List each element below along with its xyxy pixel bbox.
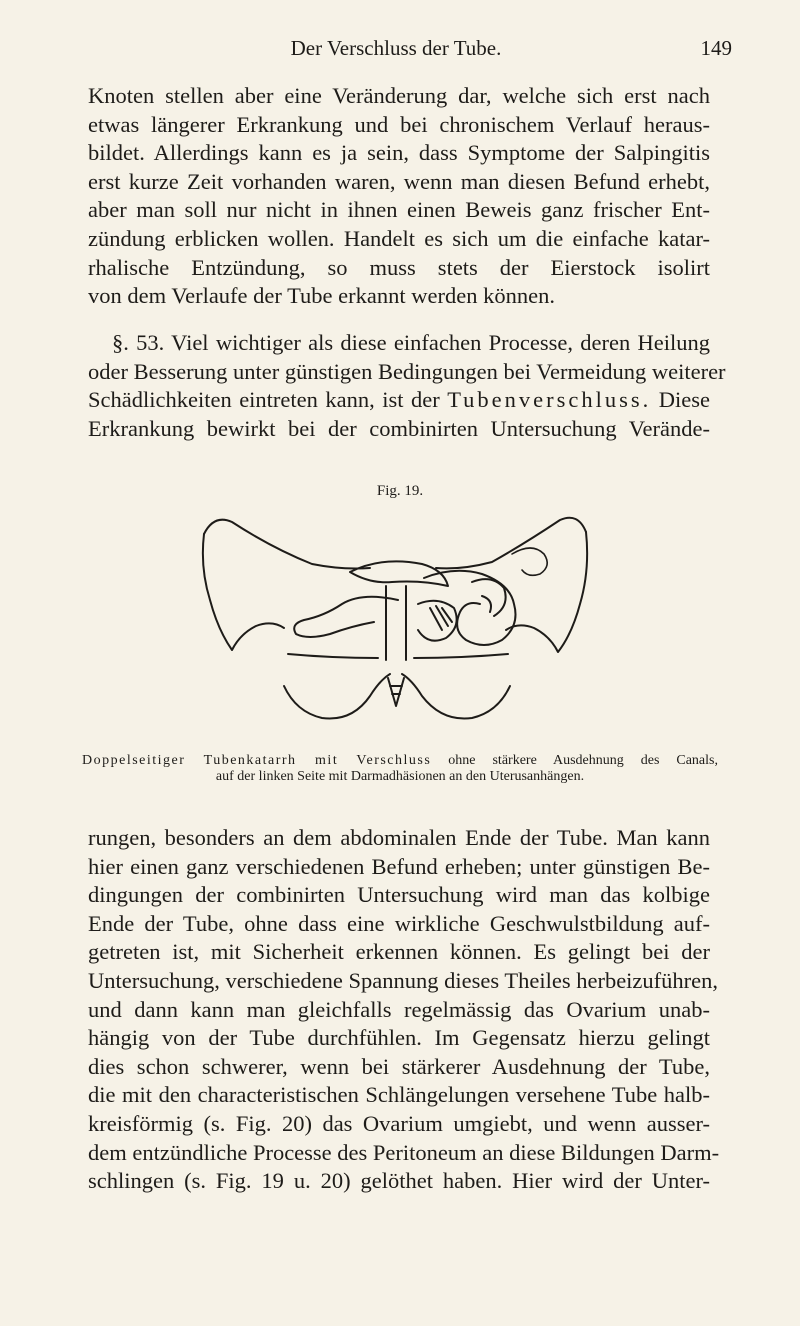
text-line-with-emphasis	[88, 386, 710, 415]
text-line: kreisförmig (s. Fig. 20) das Ovarium umgiebt, und wenn ausser-	[88, 1110, 710, 1136]
text-line: von dem Verlaufe der Tube erkannt werden können.	[88, 283, 555, 309]
ovary-right-coil	[472, 579, 506, 616]
text-line: dem entzündliche Processe des Peritoneum an diese Bildungen Darm-	[88, 1139, 720, 1165]
lower-pelvis-left	[284, 674, 390, 719]
text-line: und dann kann man gleichfalls regelmässig das Ovarium unab-	[88, 996, 710, 1022]
anatomical-illustration	[192, 508, 598, 738]
text-line: schlingen (s. Fig. 19 u. 20) gelöthet haben. Hier wird der Unter-	[88, 1168, 710, 1194]
text-line: Ende der Tube, ohne dass eine wirkliche Geschwulstbildung auf-	[88, 910, 710, 936]
text-line: die mit den characteristischen Schlängelungen versehene Tube halb-	[88, 1082, 710, 1108]
text-line: erst kurze Zeit vorhanden waren, wenn man diesen Befund erhebt,	[88, 168, 710, 194]
section-heading-line: §. 53. Viel wichtiger als diese einfachen Processe, deren Heilung	[112, 330, 710, 355]
pelvis-outline-left	[204, 520, 370, 569]
text-line: etwas längerer Erkrankung und bei chronischem Verlauf heraus-	[88, 111, 710, 137]
text-line: dingungen der combinirten Untersuchung wird man das kolbige	[88, 882, 710, 908]
text-fragment: Diese	[658, 387, 711, 413]
text-line: hier einen ganz verschiedenen Befund erheben; unter günstigen Be-	[88, 853, 710, 879]
header-title: Der Verschluss der Tube.	[290, 36, 502, 60]
left-iliac-wing	[203, 534, 284, 650]
figure-caption	[82, 753, 718, 785]
text-line: dies schon schwerer, wenn bei stärkerer Ausdehnung der Tube,	[88, 1053, 710, 1079]
text-line: getreten ist, mit Sicherheit erkennen können. Es gelingt bei der	[88, 939, 710, 965]
ligament-left	[288, 654, 378, 658]
text-line: Erkrankung bewirkt bei der combinirten Untersuchung Verände-	[88, 415, 710, 441]
caption-emphasis: Doppelseitiger Tubenkatarrh mit Verschluss	[82, 753, 432, 768]
fallopian-tube-left	[294, 597, 398, 637]
paragraph-3	[88, 824, 720, 1196]
caption-line: auf der linken Seite mit Darmadhäsionen an den Uterusanhängen.	[215, 769, 585, 784]
lower-pelvis-right	[402, 674, 510, 719]
tube-shadow-strokes	[430, 606, 452, 630]
pelvis-outline-right	[436, 518, 586, 569]
text-line: oder Besserung unter günstigen Bedingungen bei Vermeidung weiterer	[88, 358, 726, 384]
text-line: rhalische Entzündung, so muss stets der Eierstock isolirt	[88, 254, 710, 280]
text-line: Untersuchung, verschiedene Spannung dieses Theiles herbeizuführen,	[88, 967, 719, 993]
text-line: rungen, besonders an dem abdominalen Ende der Tube. Man kann	[88, 825, 710, 850]
uterus-fundus	[350, 561, 448, 586]
paragraph-1	[88, 82, 710, 311]
ligament-right	[414, 654, 508, 658]
text-line: zündung erblicken wollen. Handelt es sich um die einfache katar-	[88, 225, 710, 251]
page-number: 149	[700, 36, 732, 60]
caption-text: ohne stärkere Ausdehnung des Canals,	[448, 753, 718, 768]
text-line: Knoten stellen aber eine Veränderung dar, welche sich erst nach	[88, 83, 710, 108]
intestinal-loop-right	[512, 548, 547, 575]
text-line: aber man soll nur nicht in ihnen einen Beweis ganz frischer Ent-	[88, 197, 710, 223]
paragraph-2	[88, 329, 726, 443]
text-line: hängig von der Tube durchfühlen. Im Gegensatz hierzu gelingt	[88, 1025, 710, 1051]
figure-label: Fig. 19.	[376, 483, 424, 499]
caption-line	[82, 753, 718, 769]
uterus-body	[386, 586, 406, 660]
text-line: bildet. Allerdings kann es ja sein, dass Symptome der Salpingitis	[88, 140, 710, 166]
sacrum-tip	[388, 678, 404, 706]
text-fragment: Schädlichkeiten eintreten kann, ist der	[88, 387, 440, 413]
emphasized-term: Tubenverschluss.	[447, 387, 652, 413]
